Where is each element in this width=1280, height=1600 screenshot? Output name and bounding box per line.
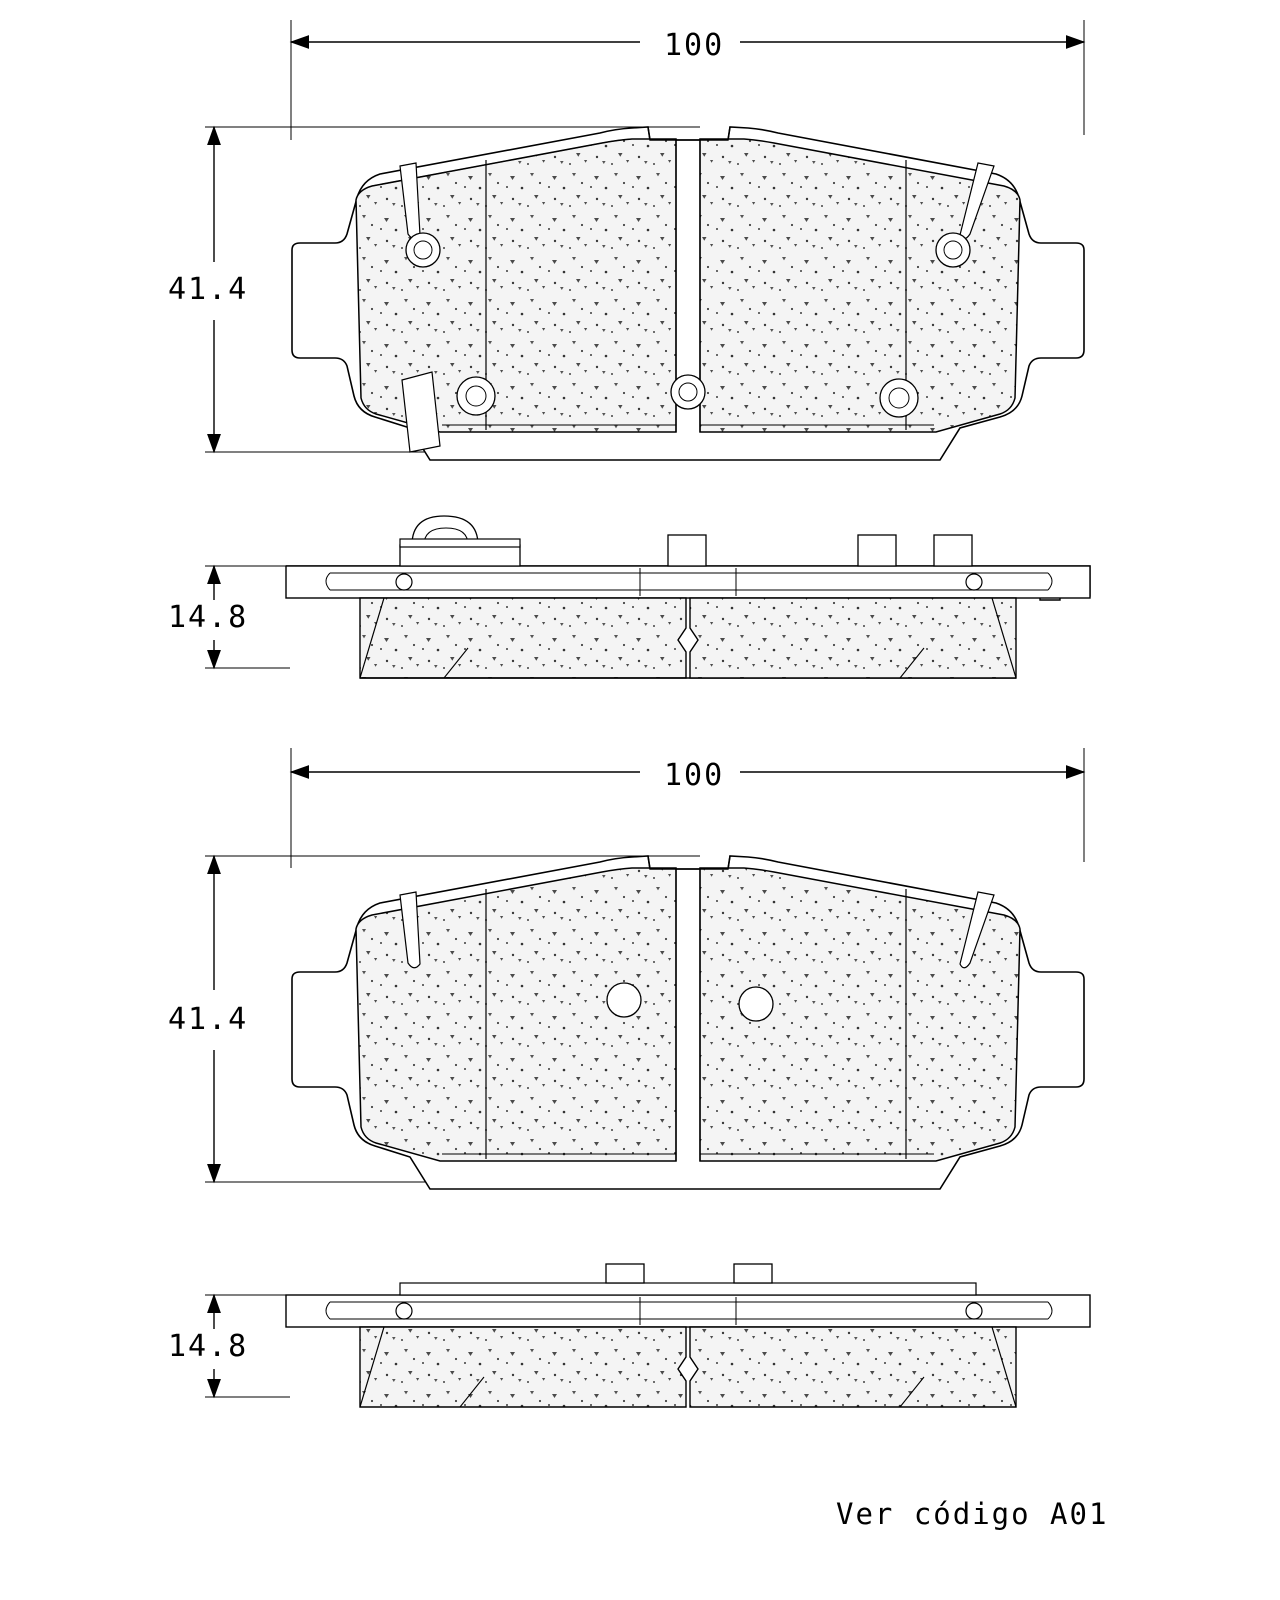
top-pad-front-view bbox=[205, 20, 1084, 460]
top-side-view-thickness-dimension: 14.8 bbox=[168, 600, 249, 635]
bottom-view-height-dimension: 41.4 bbox=[168, 1002, 249, 1037]
bottom-view-width-dimension: 100 bbox=[664, 758, 725, 793]
bottom-pad-side-view bbox=[205, 1264, 1090, 1407]
code-note: Ver código A01 bbox=[836, 1497, 1109, 1531]
top-view-width-dimension: 100 bbox=[664, 28, 725, 63]
bottom-pad-front-view bbox=[205, 748, 1084, 1189]
top-pad-side-view bbox=[205, 516, 1090, 678]
bottom-side-view-thickness-dimension: 14.8 bbox=[168, 1329, 249, 1364]
top-view-height-dimension: 41.4 bbox=[168, 272, 249, 307]
